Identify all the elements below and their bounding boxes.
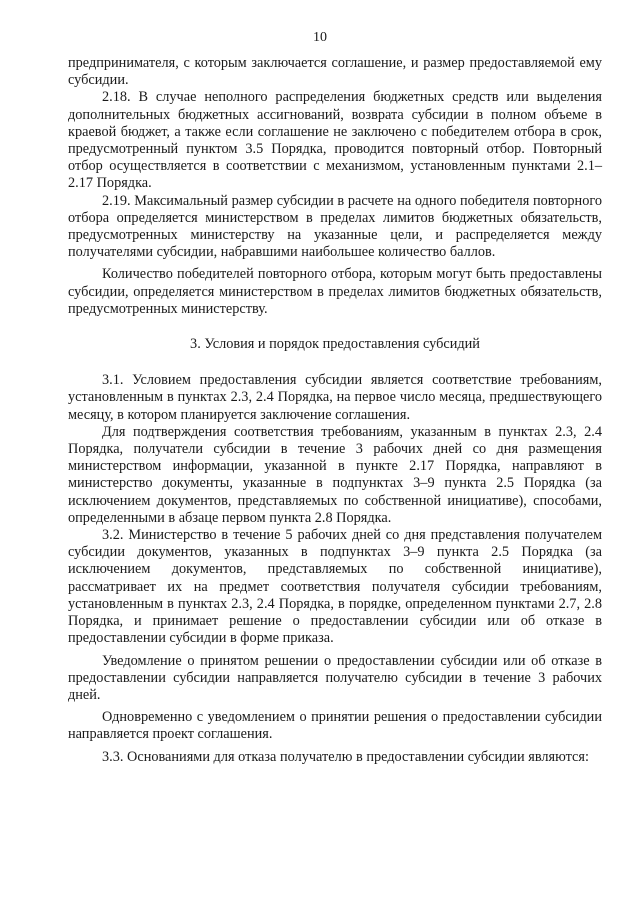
paragraph: 2.19. Максимальный размер субсидии в расчете на одного победителя повторного отбора определяется министерством в пределах лимитов бюджетных обязательств, предусмотренных министерству на указанные цели, и распределяется между получателями субсидии, набравшими наибольшее количество баллов. [68,192,602,261]
section-heading: 3. Условия и порядок предоставления субсидий [190,336,480,353]
paragraph: предпринимателя, с которым заключается соглашение, и размер предоставляемой ему субсидии. [68,55,602,89]
paragraph: Для подтверждения соответствия требованиям, указанным в пунктах 2.3, 2.4 Порядка, получатели субсидии в течение 3 рабочих дней со дня размещения министерством информации, указанной в пункте 2.17 Порядка, направляют в министерство документы, указанные в подпунктах 3–9 пункта 2.5 Порядка (за исключением документов, представляемых по собственной инициативе), способами, определенными в абзаце первом пункта 2.8 Порядка. [68,423,602,526]
document-body [68,55,602,766]
paragraph: 2.18. В случае неполного распределения бюджетных средств или выделения дополнительных бюджетных ассигнований, возврата субсидии в полном объеме в краевой бюджет, а также если соглашение не заключено с победителем отбора в срок, предусмотренный пунктом 3.5 Порядка, проводится повторный отбор. Повторный отбор осуществляется в соответствии с механизмом, установленным пунктами 2.1–2.17 Порядка. [68,89,602,192]
paragraph: Одновременно с уведомлением о принятии решения о предоставлении субсидии направляется проект соглашения. [68,709,602,743]
paragraph: 3.2. Министерство в течение 5 рабочих дней со дня представления получателем субсидии документов, указанных в подпунктах 3–9 пункта 2.5 Порядка (за исключением документов, представляемых по собственной инициативе), рассматривает их на предмет соответствия получателя субсидии требованиям, установленным в пунктах 2.3, 2.4 Порядка, в порядке, определенном пунктами 2.7, 2.8 Порядка, и принимает решение о предоставлении субсидии или об отказе в предоставлении субсидии в форме приказа. [68,527,602,647]
paragraph: Количество победителей повторного отбора, которым могут быть предоставлены субсидии, определяется министерством в пределах лимитов бюджетных обязательств, предусмотренных министерству. [68,266,602,317]
paragraph: 3.1. Условием предоставления субсидии является соответствие требованиям, установленным в пунктах 2.3, 2.4 Порядка, на первое число месяца, предшествующего месяцу, в котором планируется заключение соглашения. [68,372,602,423]
paragraph: Уведомление о принятом решении о предоставлении субсидии или об отказе в предоставлении субсидии направляется получателю субсидии в течение 3 рабочих дней. [68,652,602,703]
paragraph: 3.3. Основаниями для отказа получателю в предоставлении субсидии являются: [102,748,589,765]
page-number: 10 [313,30,327,45]
